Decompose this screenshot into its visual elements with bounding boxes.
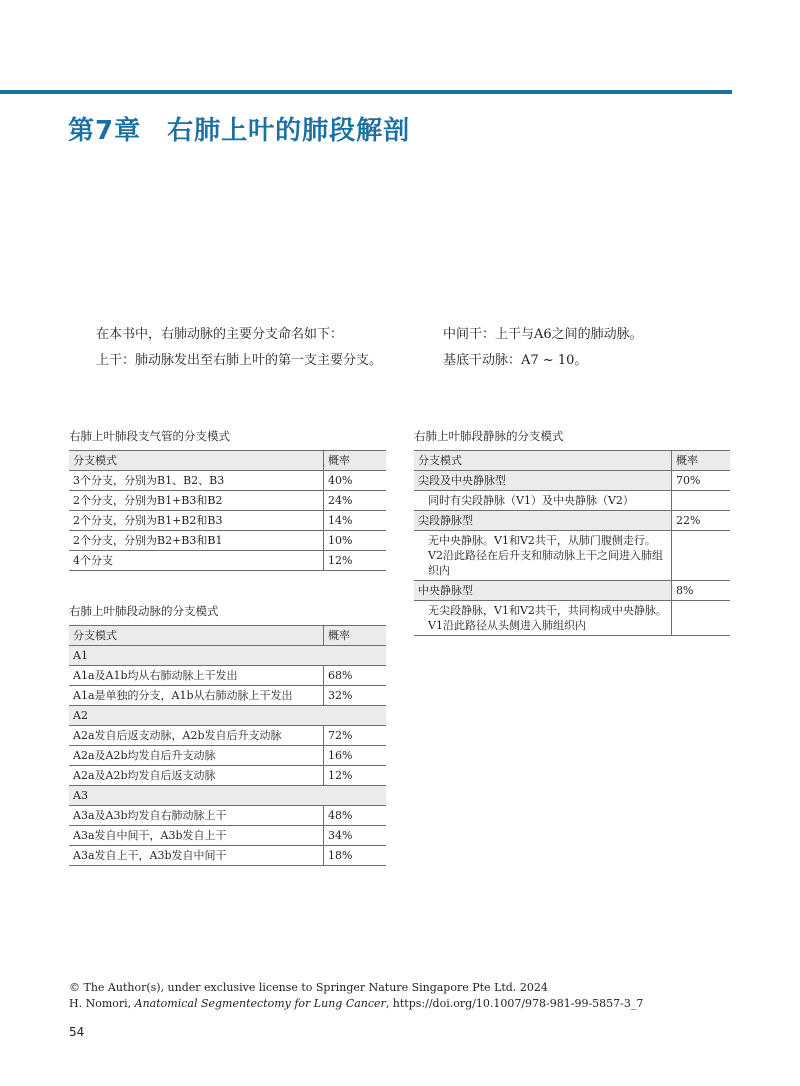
table-caption: 右肺上叶肺段支气管的分支模式: [69, 429, 230, 443]
empty-cell: [672, 531, 731, 581]
pattern-cell: A3a及A3b均发自右肺动脉上干: [69, 806, 324, 826]
group-label: A3: [69, 786, 386, 806]
table-row: [69, 846, 386, 866]
group-label: A1: [69, 646, 386, 666]
citation-line: [69, 996, 643, 1012]
chapter-heading: [68, 110, 410, 147]
note-cell: 无中央静脉。V1和V2共干，从肺门腹侧走行。V2沿此路径在后升支和肺动脉上干之间进入肺组织内: [414, 531, 672, 581]
group-label: A2: [69, 706, 386, 726]
empty-cell: [672, 601, 731, 636]
table-row: [69, 666, 386, 686]
bronchi-table: [69, 450, 386, 571]
group-row: [69, 706, 386, 726]
table-header-row: [69, 451, 386, 471]
intro-right: [443, 322, 643, 374]
intro-line: 基底干动脉：A7 ~ 10。: [443, 353, 588, 368]
pattern-cell: A3a发自中间干，A3b发自上干: [69, 826, 324, 846]
pattern-cell: 2个分支，分别为B1+B2和B3: [69, 511, 324, 531]
group-row: [69, 786, 386, 806]
group-label: 中央静脉型: [414, 581, 672, 601]
pattern-cell: A2a及A2b均发自后升支动脉: [69, 746, 324, 766]
pattern-cell: 3个分支，分别为B1、B2、B3: [69, 471, 324, 491]
table-row: [414, 491, 730, 511]
table-row: [69, 806, 386, 826]
pattern-cell: 2个分支，分别为B1+B3和B2: [69, 491, 324, 511]
table-row: [69, 471, 386, 491]
probability-cell: 12%: [324, 766, 387, 786]
probability-cell: 24%: [324, 491, 387, 511]
note-cell: 同时有尖段静脉（V1）及中央静脉（V2）: [414, 491, 672, 511]
citation-book: Anatomical Segmentectomy for Lung Cancer: [134, 997, 386, 1010]
group-label: 尖段静脉型: [414, 511, 672, 531]
probability-cell: 70%: [672, 471, 731, 491]
group-label: 尖段及中央静脉型: [414, 471, 672, 491]
pattern-cell: A1a是单独的分支，A1b从右肺动脉上干发出: [69, 686, 324, 706]
header-cell: 分支模式: [414, 451, 672, 471]
table-caption: 右肺上叶肺段静脉的分支模式: [414, 429, 564, 443]
probability-cell: 12%: [324, 551, 387, 571]
header-cell: 分支模式: [69, 626, 324, 646]
table-row: [69, 511, 386, 531]
table-row: [69, 686, 386, 706]
probability-cell: 22%: [672, 511, 731, 531]
pattern-cell: 4个分支: [69, 551, 324, 571]
probability-cell: 14%: [324, 511, 387, 531]
chapter-rule: [0, 90, 732, 94]
note-cell: 无尖段静脉，V1和V2共干，共同构成中央静脉。V1沿此路径从头侧进入肺组织内: [414, 601, 672, 636]
arteries-table: [69, 625, 386, 866]
group-row: [69, 646, 386, 666]
page-number: 54: [69, 1025, 85, 1039]
intro-left: [96, 322, 382, 374]
empty-cell: [672, 491, 731, 511]
header-cell: 概率: [324, 451, 387, 471]
probability-cell: 34%: [324, 826, 387, 846]
probability-cell: 18%: [324, 846, 387, 866]
table-row: [69, 551, 386, 571]
veins-table: [414, 450, 730, 636]
table-row: [414, 531, 730, 581]
citation-author: H. Nomori,: [69, 997, 135, 1010]
pattern-cell: A2a发自后返支动脉，A2b发自后升支动脉: [69, 726, 324, 746]
arteries-table-block: [69, 603, 386, 866]
probability-cell: 72%: [324, 726, 387, 746]
group-row: [414, 581, 730, 601]
header-cell: 分支模式: [69, 451, 324, 471]
chapter-title: 右肺上叶的肺段解剖: [167, 116, 411, 146]
probability-cell: 48%: [324, 806, 387, 826]
copyright-line: © The Author(s), under exclusive license to Springer Nature Singapore Pte Ltd. 2024: [69, 981, 548, 994]
footer: [69, 980, 643, 1012]
pattern-cell: A2a及A2b均发自后返支动脉: [69, 766, 324, 786]
pattern-cell: A1a及A1b均从右肺动脉上干发出: [69, 666, 324, 686]
probability-cell: 16%: [324, 746, 387, 766]
table-caption: 右肺上叶肺段动脉的分支模式: [69, 604, 219, 618]
table-row: [69, 531, 386, 551]
header-cell: 概率: [324, 626, 387, 646]
table-row: [414, 601, 730, 636]
citation-doi[interactable]: , https://doi.org/10.1007/978-981-99-5857-3_7: [385, 997, 644, 1010]
intro-line: 中间干：上干与A6之间的肺动脉。: [443, 327, 643, 342]
table-row: [69, 726, 386, 746]
probability-cell: 40%: [324, 471, 387, 491]
probability-cell: 8%: [672, 581, 731, 601]
header-cell: 概率: [672, 451, 731, 471]
table-header-row: [69, 626, 386, 646]
pattern-cell: A3a发自上干，A3b发自中间干: [69, 846, 324, 866]
table-row: [69, 766, 386, 786]
table-header-row: [414, 451, 730, 471]
probability-cell: 68%: [324, 666, 387, 686]
intro-line: 在本书中，右肺动脉的主要分支命名如下：: [96, 327, 344, 342]
chapter-number: 第7章: [68, 116, 142, 146]
probability-cell: 10%: [324, 531, 387, 551]
group-row: [414, 511, 730, 531]
table-row: [69, 826, 386, 846]
group-row: [414, 471, 730, 491]
table-row: [69, 491, 386, 511]
pattern-cell: 2个分支，分别为B2+B3和B1: [69, 531, 324, 551]
veins-table-block: [414, 428, 730, 636]
intro-line: 上干：肺动脉发出至右肺上叶的第一支主要分支。: [96, 353, 383, 368]
probability-cell: 32%: [324, 686, 387, 706]
table-row: [69, 746, 386, 766]
bronchi-table-block: [69, 428, 386, 571]
